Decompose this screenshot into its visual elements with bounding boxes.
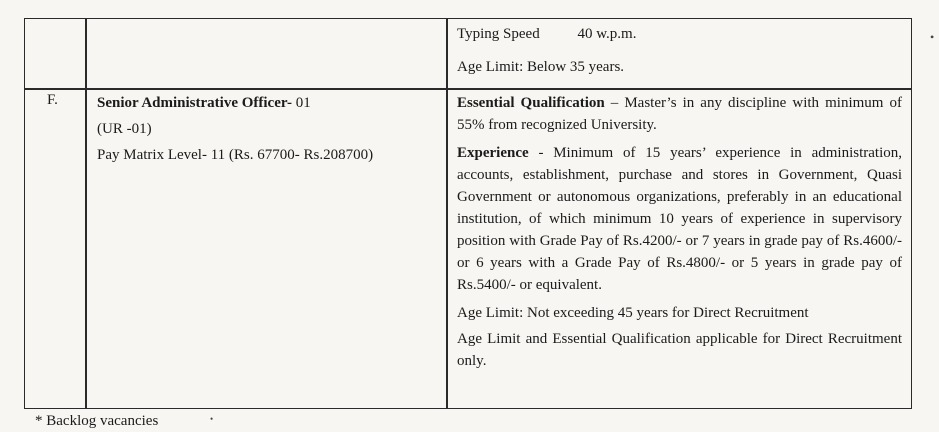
post-title-line (97, 92, 442, 114)
post-details (97, 92, 442, 166)
scan-mark: • (210, 414, 214, 424)
post-count: 01 (291, 95, 311, 111)
row-divider (25, 88, 911, 90)
post-title: Senior Administrative Officer- (97, 95, 292, 111)
footnote: * Backlog vacancies (35, 413, 159, 429)
essential-qualification (457, 92, 902, 136)
reservation: (UR -01) (97, 121, 152, 137)
serial-number: F. (47, 92, 58, 108)
qualification-details (457, 92, 902, 372)
typing-speed-value: 40 w.p.m. (577, 26, 637, 42)
pay-matrix: Pay Matrix Level- 11 (Rs. 67700- Rs.208700) (97, 147, 374, 163)
age-limit-top: Age Limit: Below 35 years. (457, 59, 625, 75)
experience-heading: Experience (457, 145, 529, 161)
applicability-note: Age Limit and Essential Qualification applicable for Direct Recruitment only. (457, 331, 902, 369)
experience-text: - Minimum of 15 years’ experience in administration, accounts, establishment, purchase and stores in Government, Quasi Government or autonomous organizations, preferably in an educational institution, of which minimum 10 years of experience in supervisory position with Grade Pay of Rs.4200/- or 7 years in grade pay of Rs.4600/- or 6 years with a Grade Pay of Rs.4800/- or 5 years in grade pay of Rs.5400/- or equivalent. (457, 145, 902, 293)
age-limit-f: Age Limit: Not exceeding 45 years for Direct Recruitment (457, 305, 809, 321)
essential-text: – Master’s in any discipline with minimum of 55% from recognized University. (457, 95, 902, 133)
experience (457, 142, 902, 296)
typing-speed-label: Typing Speed (457, 26, 540, 42)
scan-mark: • (930, 30, 935, 44)
typing-speed-line (457, 23, 897, 45)
essential-heading: Essential Qualification (457, 95, 605, 111)
vacancy-table (24, 18, 912, 409)
column-divider-2 (446, 19, 448, 408)
column-divider-1 (85, 19, 87, 408)
